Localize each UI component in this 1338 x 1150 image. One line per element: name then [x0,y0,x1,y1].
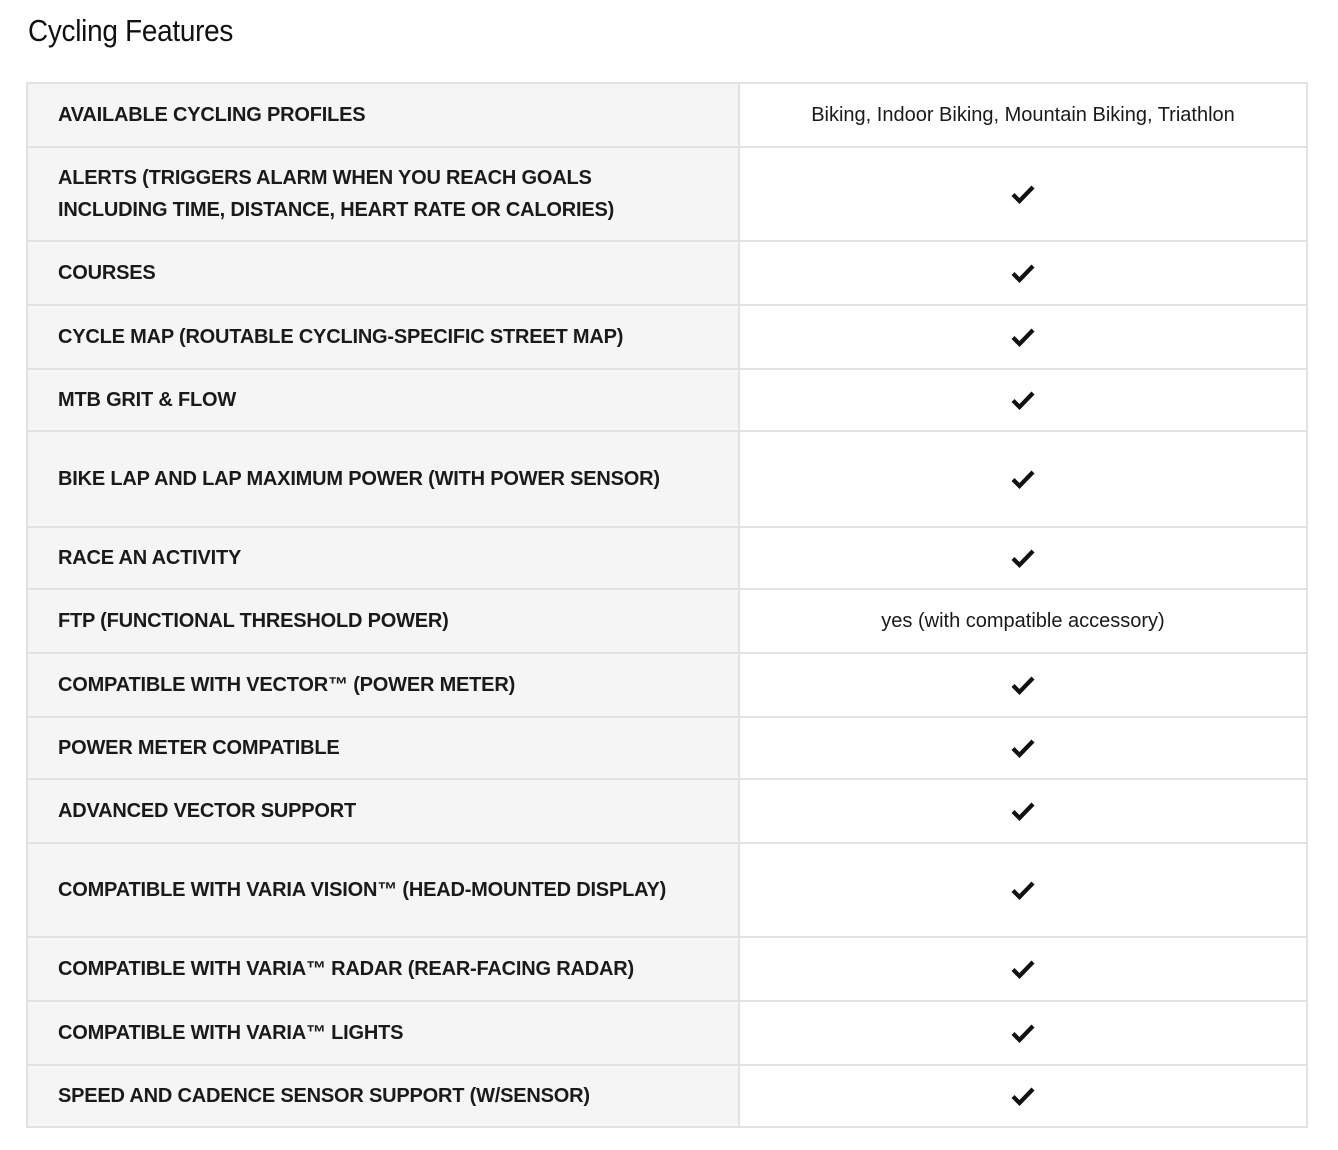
table-row [27,779,1307,843]
table-row [27,241,1307,305]
feature-value [739,653,1307,717]
checkmark-icon [1011,801,1035,821]
checkmark-icon [1011,880,1035,900]
table-row [27,653,1307,717]
feature-label: FTP (FUNCTIONAL THRESHOLD POWER) [27,589,739,653]
feature-label: RACE AN ACTIVITY [27,527,739,589]
checkmark-icon [1011,327,1035,347]
feature-label: POWER METER COMPATIBLE [27,717,739,779]
feature-label: COMPATIBLE WITH VARIA™ LIGHTS [27,1001,739,1065]
table-row [27,717,1307,779]
feature-value: Biking, Indoor Biking, Mountain Biking, Triathlon [739,83,1307,147]
checkmark-icon [1011,738,1035,758]
feature-value [739,369,1307,431]
checkmark-icon [1011,1023,1035,1043]
cycling-features-table [26,82,1308,1128]
checkmark-icon [1011,959,1035,979]
feature-value [739,843,1307,937]
checkmark-icon [1011,390,1035,410]
feature-label: ALERTS (TRIGGERS ALARM WHEN YOU REACH GOALS INCLUDING TIME, DISTANCE, HEART RATE OR CALORIES) [27,147,739,241]
feature-value [739,1001,1307,1065]
table-row [27,1065,1307,1127]
feature-label: BIKE LAP AND LAP MAXIMUM POWER (WITH POWER SENSOR) [27,431,739,527]
table-row [27,369,1307,431]
feature-label: COURSES [27,241,739,305]
feature-label: ADVANCED VECTOR SUPPORT [27,779,739,843]
checkmark-icon [1011,548,1035,568]
table-row [27,1001,1307,1065]
feature-label: COMPATIBLE WITH VARIA VISION™ (HEAD-MOUNTED DISPLAY) [27,843,739,937]
checkmark-icon [1011,1086,1035,1106]
feature-label: AVAILABLE CYCLING PROFILES [27,83,739,147]
feature-value [739,305,1307,369]
feature-value [739,717,1307,779]
checkmark-icon [1011,184,1035,204]
feature-value [739,241,1307,305]
checkmark-icon [1011,469,1035,489]
checkmark-icon [1011,263,1035,283]
table-row [27,843,1307,937]
section-title: Cycling Features [28,13,234,48]
table-row [27,305,1307,369]
table-row [27,83,1307,147]
feature-value [739,1065,1307,1127]
table-row [27,527,1307,589]
feature-label: COMPATIBLE WITH VARIA™ RADAR (REAR-FACING RADAR) [27,937,739,1001]
feature-value [739,937,1307,1001]
feature-label: CYCLE MAP (ROUTABLE CYCLING-SPECIFIC STREET MAP) [27,305,739,369]
table-row [27,937,1307,1001]
feature-value [739,431,1307,527]
feature-value [739,527,1307,589]
table-row [27,147,1307,241]
checkmark-icon [1011,675,1035,695]
feature-label: MTB GRIT & FLOW [27,369,739,431]
table-row [27,589,1307,653]
feature-value [739,147,1307,241]
feature-label: COMPATIBLE WITH VECTOR™ (POWER METER) [27,653,739,717]
table-row [27,431,1307,527]
feature-value: yes (with compatible accessory) [739,589,1307,653]
feature-label: SPEED AND CADENCE SENSOR SUPPORT (W/SENSOR) [27,1065,739,1127]
feature-value [739,779,1307,843]
